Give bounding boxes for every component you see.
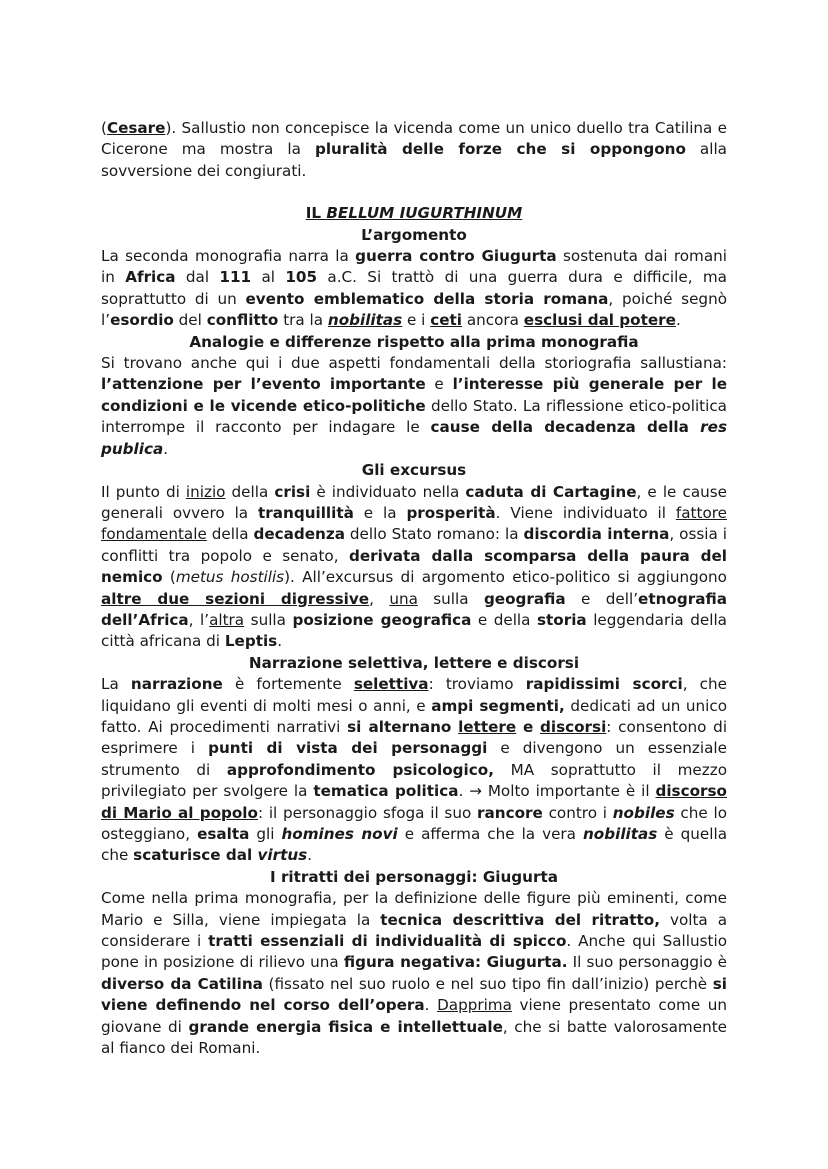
- paragraph-ritratti: Come nella prima monografia, per la definizione delle figure più eminenti, come Mario e Silla, viene impiegata la tecnica descrittiva del ritratto, volta a considerare i tratti essenziali di individualità di spicco. Anche qui Sallustio pone in posizione di rilievo una figura negativa: Giugurta. Il suo personaggio è diverso da Catilina (fissato nel suo ruolo e nel suo tipo fin dall’inizio) perchè si viene definendo nel corso dell’opera. Dapprima viene presentato come un giovane di grande energia fisica e intellettuale, che si batte valorosamente al fianco dei Romani.: [101, 889, 727, 1058]
- heading-analogie: Analogie e differenze rispetto alla prima monografia: [189, 332, 639, 351]
- paragraph-argomento: La seconda monografia narra la guerra contro Giugurta sostenuta dai romani in Africa dal 111 al 105 a.C. Si trattò di una guerra dura e difficile, ma soprattutto di un evento emblematico della storia romana, poiché segnò l’esordio del conflitto tra la nobilitas e i ceti ancora esclusi dal potere.: [101, 247, 727, 330]
- heading-excursus: Gli excursus: [361, 461, 467, 480]
- paragraph-analogie: Si trovano anche qui i due aspetti fondamentali della storiografia sallustiana: l’attenzione per l’evento importante e l’interesse più generale per le condizioni e le vicende etico-politiche dello Stato. La riflessione etico-politica interrompe il racconto per indagare le cause della decadenza della res publica.: [101, 354, 727, 458]
- document-title: IL BELLUM IUGURTHINUM: [305, 204, 523, 223]
- heading-ritratti: I ritratti dei personaggi: Giugurta: [270, 867, 558, 886]
- paragraph-excursus: Il punto di inizio della crisi è individuato nella caduta di Cartagine, e le cause generali ovvero la tranquillità e la prosperità. Viene individuato il fattore fondamentale della decadenza dello Stato romano: la discordia interna, ossia i conflitti tra popolo e senato, derivata dalla scomparsa della paura del nemico (metus hostilis). All’excursus di argomento etico-politico si aggiungono altre due sezioni digressive, una sulla geografia e dell’etnografia dell’Africa, l’altra sulla posizione geografica e della storia leggendaria della città africana di Leptis.: [101, 482, 728, 651]
- heading-argomento: L’argomento: [361, 225, 467, 244]
- document-body: [101, 118, 727, 1059]
- intro-paragraph: (Cesare). Sallustio non concepisce la vicenda come un unico duello tra Catilina e Cicerone ma mostra la pluralità delle forze che si oppongono alla sovversione dei congiurati.: [101, 119, 727, 180]
- paragraph-narrazione: La narrazione è fortemente selettiva: troviamo rapidissimi scorci, che liquidano gli eventi di molti mesi o anni, e ampi segmenti, dedicati ad un unico fatto. Ai procedimenti narrativi si alternano lettere e discorsi: consentono di esprimere i punti di vista dei personaggi e divengono un essenziale strumento di approfondimento psicologico, MA soprattutto il mezzo privilegiato per svolgere la tematica politica. → Molto importante è il discorso di Mario al popolo: il personaggio sfoga il suo rancore contro i nobiles che lo osteggiano, esalta gli homines novi e afferma che la vera nobilitas è quella che scaturisce dal virtus.: [101, 675, 728, 865]
- heading-narrazione: Narrazione selettiva, lettere e discorsi: [248, 653, 580, 672]
